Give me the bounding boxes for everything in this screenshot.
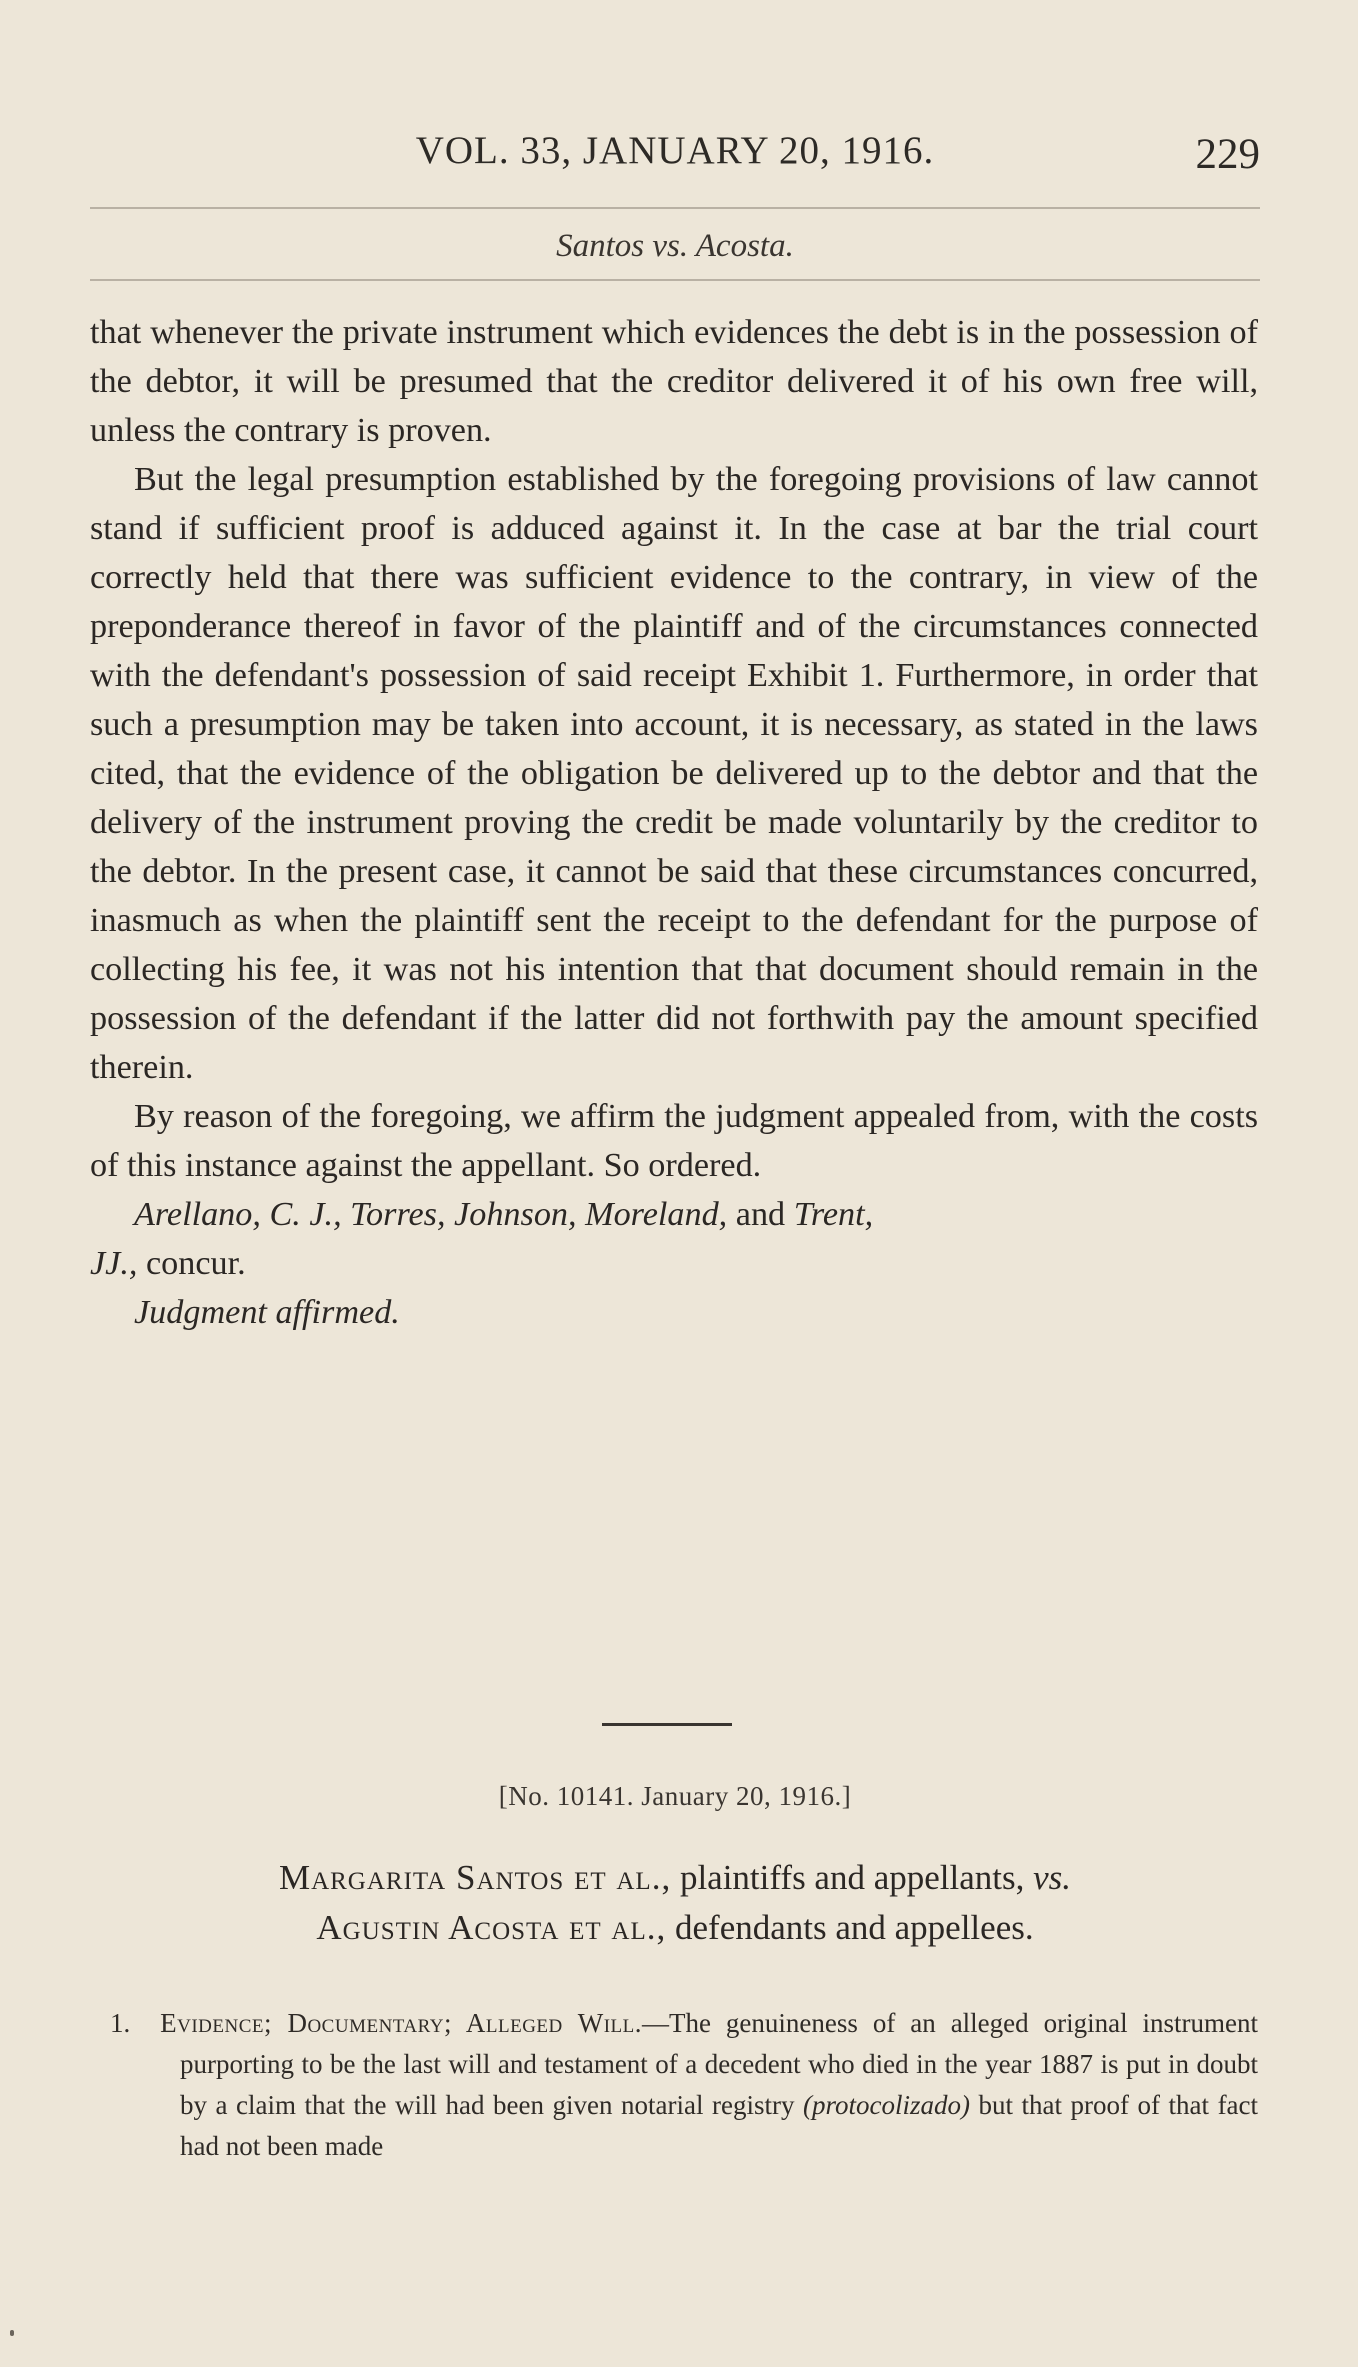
party1-name: Margarita Santos et al., — [278, 1858, 672, 1897]
syllabus-text-a: —The genuineness of an alleged original instrument purporting to be the last will and testament of a decedent who died in the year 1887 is put in doubt by a claim that the will had been given notarial registry — [180, 2008, 1259, 2120]
party1-role: plaintiffs and appellants, — [679, 1858, 1025, 1897]
concur-word: concur. — [146, 1245, 246, 1282]
page-number: 229 — [1195, 131, 1260, 178]
syllabus-heading: Evidence; Documentary; Alleged Will. — [160, 2008, 642, 2038]
concur-and: and — [735, 1196, 786, 1233]
print-speck — [10, 2330, 14, 2336]
judgment-line: Judgment affirmed. — [134, 1294, 400, 1331]
concurrence-line — [90, 1190, 1258, 1288]
concurring-jj: JJ., — [90, 1245, 138, 1282]
docket-line: [No. 10141. January 20, 1916.] — [498, 1781, 852, 1811]
concurring-trent: Trent, — [793, 1196, 874, 1233]
opinion-body — [90, 308, 1258, 1337]
case-parties — [90, 1853, 1260, 1953]
header-rule-top — [90, 207, 1260, 209]
paragraph-disposition: By reason of the foregoing, we affirm the judgment appealed from, with the costs of this instance against the appellant. So ordered. — [90, 1098, 1258, 1184]
header-rule-bottom — [90, 279, 1260, 281]
syllabus-item-1 — [90, 2003, 1258, 2167]
syllabus-term: (protocolizado) — [803, 2090, 970, 2120]
syllabus-number: 1. — [110, 2008, 131, 2038]
syllabus-text-b: but that proof of that fact had not been made — [180, 2090, 1259, 2161]
volume-date-title: VOL. 33, JANUARY 20, 1916. — [415, 129, 935, 172]
party2-role: defendants and appellees. — [675, 1908, 1034, 1947]
party2-name: Agustin Acosta et al., — [316, 1908, 667, 1947]
paragraph-presumption: But the legal presumption established by the foregoing provisions of law cannot stand if sufficient proof is adduced against it. In the case at bar the trial court correctly held that there was sufficient evidence to the contrary, in view of the preponderance thereof in favor of the plaintiff and of the circumstances connected with the defendant's possession of said receipt Exhibit 1. Furthermore, in order that such a presumption may be taken into account, it is necessary, as stated in the laws cited, that the evidence of the obligation be delivered up to the debtor and that the delivery of the instrument proving the credit be made voluntarily by the creditor to the debtor. In the present case, it cannot be said that these circumstances concurred, inasmuch as when the plaintiff sent the receipt to the defendant for the purpose of collecting his fee, it was not his intention that that document should remain in the possession of the defendant if the latter did not forthwith pay the amount specified therein. — [90, 461, 1258, 1086]
syllabus-block — [90, 2003, 1258, 2167]
versus: vs. — [1033, 1858, 1072, 1897]
running-head — [90, 128, 1260, 188]
case-divider — [602, 1723, 732, 1726]
concurring-justices: Arellano, C. J., Torres, Johnson, Moreland, — [134, 1196, 728, 1233]
paragraph-continuation: that whenever the private instrument which evidences the debt is in the possession of the debtor, it will be presumed that the creditor delivered it of his own free will, unless the contrary is proven. — [90, 314, 1258, 449]
case-running-head: Santos vs. Acosta. — [556, 228, 794, 264]
